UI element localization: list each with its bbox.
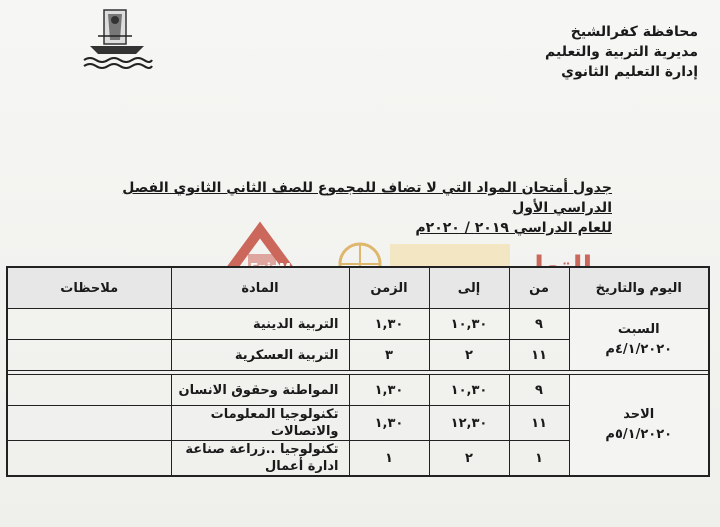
to-cell: ١٠,٣٠ [429, 309, 509, 340]
duration-cell: ١ [349, 441, 429, 477]
subject-cell: المواطنة وحقوق الانسان [171, 375, 349, 406]
subject-cell: تكنولوجيا ..زراعة صناعة ادارة أعمال [171, 441, 349, 477]
header-notes: ملاحظات [7, 267, 171, 309]
notes-cell [7, 309, 171, 340]
office-header [478, 22, 698, 82]
governorate-logo-icon [80, 6, 155, 72]
duration-cell: ٣ [349, 340, 429, 371]
exam-schedule-table [6, 266, 710, 477]
title-line-1: جدول أمتحان المواد التي لا تضاف للمجموع للصف الثاني الثانوي الفصل الدراسي الأول [122, 180, 612, 216]
header-day-date: اليوم والتاريخ [569, 267, 709, 309]
from-cell: ٩ [509, 375, 569, 406]
notes-cell [7, 441, 171, 477]
from-cell: ٩ [509, 309, 569, 340]
from-cell: ١ [509, 441, 569, 477]
administration-name: إدارة التعليم الثانوي [561, 64, 698, 80]
day-cell-saturday [569, 309, 709, 371]
to-cell: ٢ [429, 340, 509, 371]
to-cell: ١٠,٣٠ [429, 375, 509, 406]
header-to: إلى [429, 267, 509, 309]
duration-cell: ١,٣٠ [349, 406, 429, 441]
from-cell: ١١ [509, 340, 569, 371]
duration-cell: ١,٣٠ [349, 375, 429, 406]
day-name: السبت [617, 321, 660, 337]
to-cell: ١٢,٣٠ [429, 406, 509, 441]
duration-cell: ١,٣٠ [349, 309, 429, 340]
day-name: الاحد [623, 407, 655, 422]
from-cell: ١١ [509, 406, 569, 441]
title-line-2: للعام الدراسي ٢٠١٩ / ٢٠٢٠م [415, 220, 612, 236]
notes-cell [7, 340, 171, 371]
subject-cell: تكنولوجيا المعلومات والاتصالات [171, 406, 349, 441]
day-date: ٥/١/٢٠٢٠م [605, 427, 673, 442]
table-row [7, 375, 709, 406]
table-header-row [7, 267, 709, 309]
day-cell-sunday [569, 375, 709, 477]
subject-cell: التربية العسكرية [171, 340, 349, 371]
header-from: من [509, 267, 569, 309]
header-subject: المادة [171, 267, 349, 309]
table-row [7, 309, 709, 340]
header-duration: الزمن [349, 267, 429, 309]
notes-cell [7, 375, 171, 406]
to-cell: ٢ [429, 441, 509, 477]
day-date: ٤/١/٢٠٢٠م [605, 341, 673, 357]
governorate-name: محافظة كفرالشيخ [570, 24, 698, 40]
directorate-name: مديرية التربية والتعليم [545, 44, 698, 60]
subject-cell: التربية الدينية [171, 309, 349, 340]
notes-cell [7, 406, 171, 441]
